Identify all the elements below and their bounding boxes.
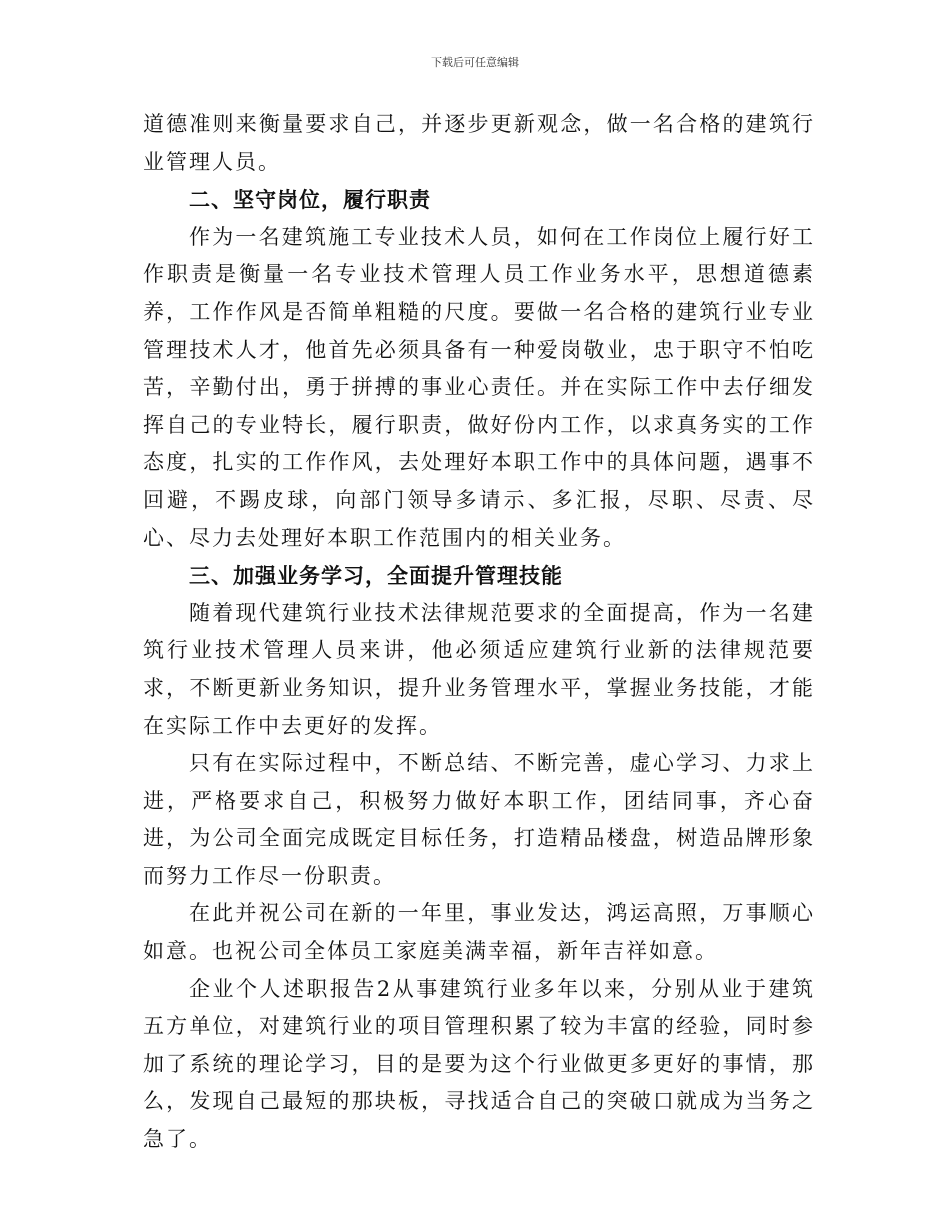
document-body [143, 106, 815, 1159]
paragraph-improve: 只有在实际过程中，不断总结、不断完善，虚心学习、力求上进，严格要求自己，积极努力做好本职工作，团结同事，齐心奋进，为公司全面完成既定目标任务，打造精品楼盘，树造品牌形象而努力工作尽一份职责。 [143, 751, 815, 888]
page-header: 下载后可任意编辑 [431, 56, 519, 69]
paragraph-wishes: 在此并祝公司在新的一年里，事业发达，鸿运高照，万事顺心如意。也祝公司全体员工家庭美满幸福，新年吉祥如意。 [143, 901, 815, 964]
paragraph-study: 随着现代建筑行业技术法律规范要求的全面提高，作为一名建筑行业技术管理人员来讲，他必须适应建筑行业新的法律规范要求，不断更新业务知识，提升业务管理水平，掌握业务技能，才能在实际工作中去更好的发挥。 [143, 600, 815, 738]
section-heading-3: 三、加强业务学习，全面提升管理技能 [189, 563, 563, 589]
paragraph-report-2: 企业个人述职报告2从事建筑行业多年以来，分别从业于建筑五方单位，对建筑行业的项目管理积累了较为丰富的经验，同时参加了系统的理论学习，目的是要为这个行业做更多更好的事情，那么，发现自己最短的那块板，寻找适合自己的突破口就成为当务之急了。 [143, 976, 815, 1152]
section-heading-2: 二、坚守岗位，履行职责 [189, 187, 431, 213]
paragraph-duties: 作为一名建筑施工专业技术人员，如何在工作岗位上履行好工作职责是衡量一名专业技术管理人员工作业务水平，思想道德素养，工作作风是否简单粗糙的尺度。要做一名合格的建筑行业专业管理技术人才，他首先必须具备有一种爱岗敬业，忠于职守不怕吃苦，辛勤付出，勇于拼搏的事业心责任。并在实际工作中去仔细发挥自己的专业特长，履行职责，做好份内工作，以求真务实的工作态度，扎实的工作作风，去处理好本职工作中的具体问题，遇事不回避，不踢皮球，向部门领导多请示、多汇报，尽职、尽责、尽心、尽力去处理好本职工作范围内的相关业务。 [143, 224, 815, 550]
paragraph-continuation: 道德准则来衡量要求自己，并逐步更新观念，做一名合格的建筑行业管理人员。 [143, 112, 815, 174]
